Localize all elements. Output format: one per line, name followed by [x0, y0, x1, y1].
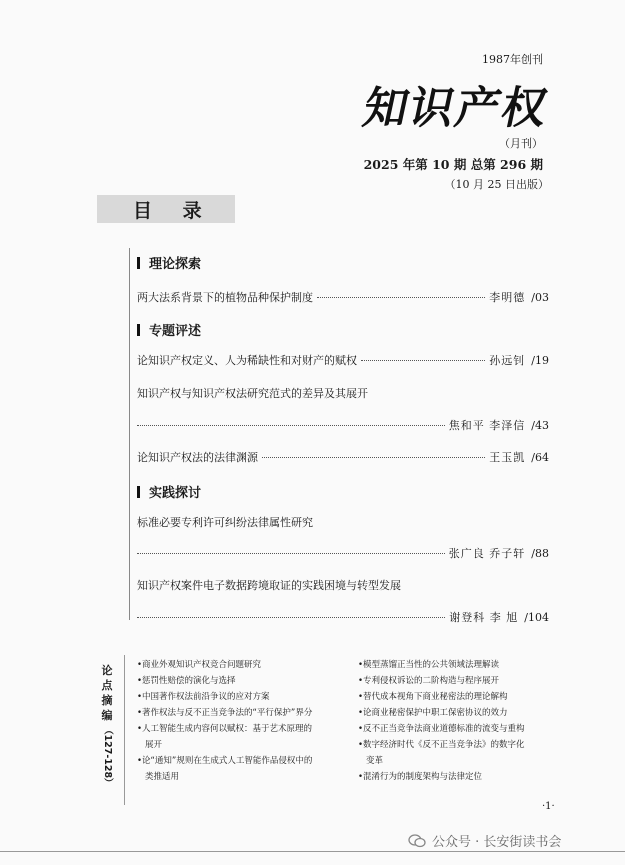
digest-item: •反不正当竞争法商业道德标准的流变与重构 — [358, 724, 525, 734]
article-page: /03 — [531, 291, 549, 304]
footer-rule — [0, 851, 625, 852]
digest-item: •专利侵权诉讼的二阶构造与程序展开 — [358, 676, 500, 686]
leader-dots — [262, 457, 485, 458]
section-bar — [137, 324, 140, 336]
digest-label-text: 论 点 摘 编 — [101, 664, 113, 722]
section-title: 专题评述 — [149, 324, 202, 339]
digest-right-column — [358, 657, 525, 785]
leader-dots — [137, 553, 445, 554]
section-title: 理论探索 — [149, 257, 202, 272]
article-authors: 孙远钊 — [489, 354, 526, 367]
article-page: /88 — [531, 547, 549, 560]
toc-entry[interactable] — [137, 417, 549, 433]
leader-dots — [137, 425, 445, 426]
leader-dots — [137, 617, 445, 618]
article-title[interactable]: 知识产权案件电子数据跨境取证的实践困境与转型发展 — [137, 579, 401, 592]
digest-item-cont: 变革 — [366, 756, 384, 766]
section-bar — [137, 486, 140, 498]
issue-number: 2025 年第 10 期 总第 296 期 — [363, 157, 543, 172]
article-title[interactable]: 知识产权与知识产权法研究范式的差异及其展开 — [137, 387, 368, 400]
journal-logo — [358, 72, 555, 134]
section-heading — [137, 482, 201, 501]
digest-item: •惩罚性赔偿的演化与选择 — [137, 676, 236, 686]
toc-title: 目 录 — [133, 200, 214, 222]
digest-item: •混淆行为的制度架构与法律定位 — [358, 772, 483, 782]
digest-item: •人工智能生成内容何以赋权：基于艺术原理的 — [137, 724, 313, 734]
watermark-text: 公众号 · 长安街读书会 — [432, 835, 562, 850]
toc-entry[interactable] — [137, 609, 549, 625]
toc-entry[interactable] — [137, 545, 549, 561]
digest-item-cont: 类推适用 — [145, 772, 180, 782]
toc-divider — [129, 248, 130, 620]
digest-item: •著作权法与反不正当竞争法的“平行保护”界分 — [137, 708, 313, 718]
article-authors: 李明德 — [489, 291, 526, 304]
journal-logo-text: 知识产权 — [358, 83, 554, 134]
digest-item-cont: 展开 — [145, 740, 163, 750]
article-title[interactable]: 标准必要专利许可纠纷法律属性研究 — [137, 516, 313, 529]
article-page: /43 — [531, 419, 549, 432]
publication-date: （10 月 25 日出版） — [444, 178, 549, 191]
digest-range: （127-128） — [102, 725, 113, 788]
article-authors: 焦和平 李泽信 — [448, 419, 526, 432]
section-title: 实践探讨 — [149, 486, 202, 501]
digest-label — [100, 663, 114, 788]
digest-item: •商业外观知识产权竞合问题研究 — [137, 660, 262, 670]
digest-divider — [124, 655, 125, 805]
article-page: /104 — [524, 611, 549, 624]
leader-dots — [361, 360, 485, 361]
digest-item: •数字经济时代《反不正当竞争法》的数字化 — [358, 740, 525, 750]
section-heading — [137, 320, 201, 339]
watermark — [408, 831, 561, 850]
section-bar — [137, 257, 140, 269]
toc-entry[interactable] — [137, 289, 549, 305]
frequency: （月刊） — [499, 137, 543, 150]
wechat-icon — [408, 834, 426, 848]
founded-year: 1987年创刊 — [482, 53, 543, 66]
toc-entry[interactable] — [137, 352, 549, 368]
article-authors: 王玉凯 — [489, 451, 526, 464]
digest-left-column — [137, 657, 312, 785]
digest-item: •模型蒸馏正当性的公共领域法理解读 — [358, 660, 500, 670]
article-authors: 谢登科 李 旭 — [449, 611, 519, 624]
section-heading — [137, 253, 201, 272]
article-page: /19 — [531, 354, 549, 367]
digest-item: •论商业秘密保护中职工保密协议的效力 — [358, 708, 508, 718]
digest-item: •中国著作权法前沿争议的应对方案 — [137, 692, 270, 702]
article-title: 两大法系背景下的植物品种保护制度 — [137, 291, 313, 304]
article-title: 论知识产权定义、人为稀缺性和对财产的赋权 — [137, 354, 357, 367]
leader-dots — [317, 297, 485, 298]
digest-item: •论“通知”规则在生成式人工智能作品侵权中的 — [137, 756, 313, 766]
article-authors: 张广良 乔子轩 — [448, 547, 526, 560]
article-title: 论知识产权法的法律渊源 — [137, 451, 258, 464]
page-number: ·1· — [542, 801, 555, 812]
toc-entry[interactable] — [137, 449, 549, 465]
article-page: /64 — [531, 451, 549, 464]
digest-item: •替代成本视角下商业秘密法的理论解构 — [358, 692, 508, 702]
